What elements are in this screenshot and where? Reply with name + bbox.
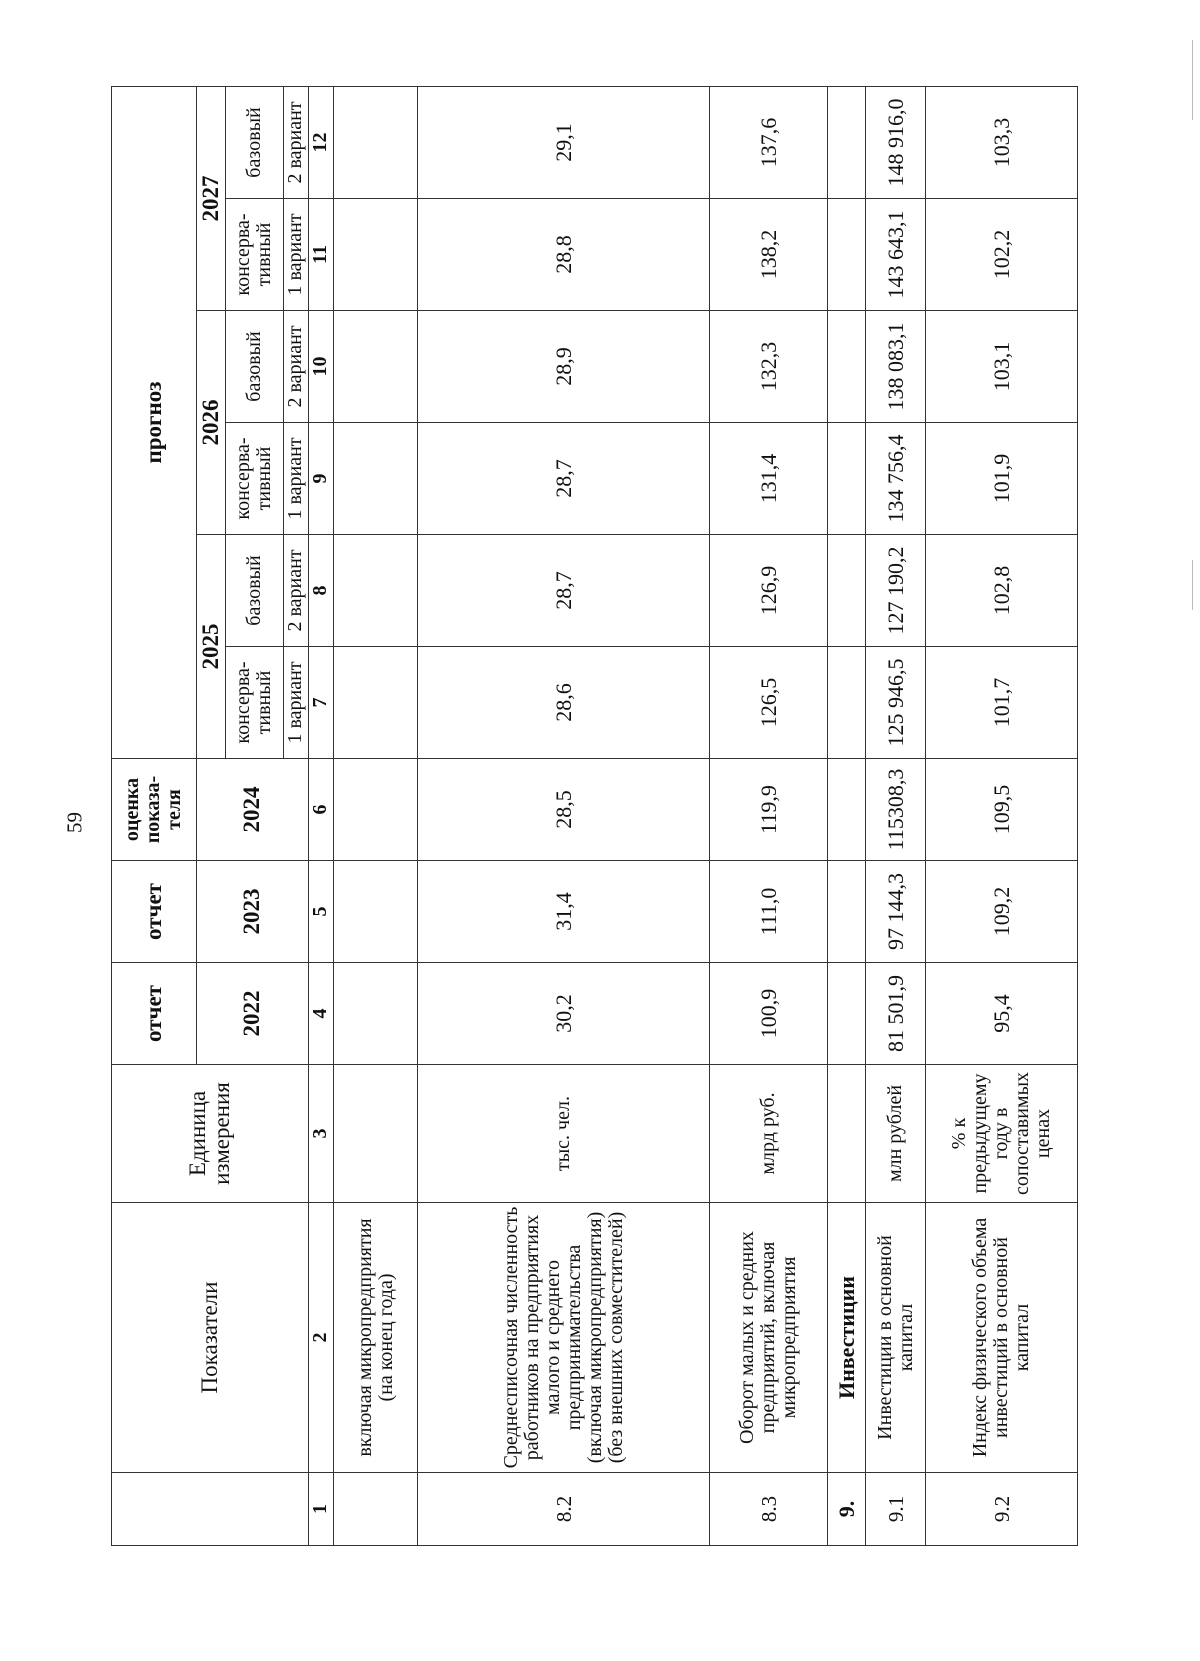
column-numbers-row [309, 86, 334, 1545]
value-cell [828, 535, 866, 647]
value-cell: 138 083,1 [866, 311, 926, 423]
value-cell [828, 423, 866, 535]
value-cell: 28,5 [418, 759, 710, 861]
value-cell: 95,4 [926, 963, 1078, 1065]
value-cell: 28,7 [418, 535, 710, 647]
row-number: 9.1 [866, 1473, 926, 1546]
page-number: 59 [62, 812, 87, 833]
header-year-2023: 2023 [196, 861, 309, 963]
value-cell: 127 190,2 [866, 535, 926, 647]
value-cell: 97 144,3 [866, 861, 926, 963]
header-variant-2: 2 вариант [283, 86, 309, 198]
value-cell: 137,6 [710, 86, 828, 198]
value-cell: 138,2 [710, 199, 828, 311]
value-cell [828, 759, 866, 861]
header-unit [112, 1065, 309, 1203]
table-row [926, 86, 1078, 1545]
value-cell: 102,8 [926, 535, 1078, 647]
value-cell [333, 311, 418, 423]
header-variant-2: 2 вариант [283, 311, 309, 423]
header-forecast: прогноз [112, 86, 197, 758]
table-row [418, 86, 710, 1545]
column-number: 8 [309, 535, 334, 647]
rotated-table-stage [111, 87, 1078, 1546]
value-cell: 134 756,4 [866, 423, 926, 535]
header-year-2024: 2024 [196, 759, 309, 861]
header-year-2022: 2022 [196, 963, 309, 1065]
header-conservative: консерва-тивный [225, 423, 283, 535]
header-conservative: консерва-тивный [225, 199, 283, 311]
value-cell: 28,6 [418, 647, 710, 759]
indicator-name: Инвестиции в основной капитал [866, 1203, 926, 1473]
value-cell: 119,9 [710, 759, 828, 861]
header-base: базовый [225, 311, 283, 423]
header-year-2027: 2027 [196, 86, 225, 310]
header-no-cell [112, 1473, 309, 1546]
table-row [866, 86, 926, 1545]
indicator-name: включая микропредприятия (на конец года) [333, 1203, 418, 1473]
value-cell [333, 199, 418, 311]
value-cell: 102,2 [926, 199, 1078, 311]
value-cell [333, 86, 418, 198]
unit-cell: млн рублей [866, 1065, 926, 1203]
value-cell [333, 861, 418, 963]
header-base: базовый [225, 86, 283, 198]
forecast-table [111, 86, 1078, 1546]
section-row [828, 86, 866, 1545]
value-cell: 28,9 [418, 311, 710, 423]
row-number: 9.2 [926, 1473, 1078, 1546]
value-cell: 111,0 [710, 861, 828, 963]
value-cell: 28,7 [418, 423, 710, 535]
indicator-name: Оборот малых и средних предприятий, включая микропредприятия [710, 1203, 828, 1473]
column-number: 2 [309, 1203, 334, 1473]
value-cell [828, 861, 866, 963]
header-variant-1: 1 вариант [283, 423, 309, 535]
value-cell: 109,5 [926, 759, 1078, 861]
column-number: 9 [309, 423, 334, 535]
unit-cell [828, 1065, 866, 1203]
column-number: 10 [309, 311, 334, 423]
header-unit-label: Единица измерения [184, 1082, 235, 1185]
column-number: 11 [309, 199, 334, 311]
header-year-2026: 2026 [196, 311, 225, 535]
value-cell: 103,3 [926, 86, 1078, 198]
value-cell: 115308,3 [866, 759, 926, 861]
value-cell [333, 647, 418, 759]
value-cell [828, 199, 866, 311]
value-cell: 148 916,0 [866, 86, 926, 198]
unit-cell: млрд руб. [710, 1065, 828, 1203]
scan-edge-mark [1192, 560, 1193, 610]
value-cell: 109,2 [926, 861, 1078, 963]
section-title: Инвестиции [828, 1203, 866, 1473]
table-row [333, 86, 418, 1545]
value-cell: 125 946,5 [866, 647, 926, 759]
value-cell: 31,4 [418, 861, 710, 963]
value-cell: 132,3 [710, 311, 828, 423]
header-estimate: оценка показа-теля [112, 759, 197, 861]
unit-cell: % к предыдущему году в сопоставимых ценах [926, 1065, 1078, 1203]
value-cell: 28,8 [418, 199, 710, 311]
unit-cell [333, 1065, 418, 1203]
value-cell: 103,1 [926, 311, 1078, 423]
header-conservative: консерва-тивный [225, 647, 283, 759]
row-number: 8.2 [418, 1473, 710, 1546]
header-base: базовый [225, 535, 283, 647]
value-cell [828, 86, 866, 198]
header-report-2023: отчет [112, 861, 197, 963]
header-report-2022: отчет [112, 963, 197, 1065]
header-variant-1: 1 вариант [283, 647, 309, 759]
column-number: 12 [309, 86, 334, 198]
header-variant-1: 1 вариант [283, 199, 309, 311]
column-number: 3 [309, 1065, 334, 1203]
column-number: 4 [309, 963, 334, 1065]
column-number: 6 [309, 759, 334, 861]
value-cell: 143 643,1 [866, 199, 926, 311]
value-cell: 126,9 [710, 535, 828, 647]
value-cell: 81 501,9 [866, 963, 926, 1065]
row-number [333, 1473, 418, 1546]
row-number: 8.3 [710, 1473, 828, 1546]
unit-cell: тыс. чел. [418, 1065, 710, 1203]
value-cell: 100,9 [710, 963, 828, 1065]
value-cell: 101,9 [926, 423, 1078, 535]
scan-edge-mark [1192, 40, 1193, 120]
value-cell: 131,4 [710, 423, 828, 535]
table-row [710, 86, 828, 1545]
column-number: 1 [309, 1473, 334, 1546]
value-cell [828, 963, 866, 1065]
value-cell: 126,5 [710, 647, 828, 759]
value-cell [333, 423, 418, 535]
value-cell [333, 535, 418, 647]
indicator-name: Среднесписочная численность работников на предприятиях малого и среднего предпринимательства (включая микропредприятия) (без внешних совместителей) [418, 1203, 710, 1473]
value-cell [828, 311, 866, 423]
value-cell [333, 759, 418, 861]
header-year-2025: 2025 [196, 535, 225, 759]
value-cell [828, 647, 866, 759]
header-variant-2: 2 вариант [283, 535, 309, 647]
column-number: 7 [309, 647, 334, 759]
row-number: 9. [828, 1473, 866, 1546]
value-cell: 30,2 [418, 963, 710, 1065]
value-cell: 101,7 [926, 647, 1078, 759]
header-indicators: Показатели [112, 1203, 309, 1473]
value-cell: 29,1 [418, 86, 710, 198]
value-cell [333, 963, 418, 1065]
indicator-name: Индекс физического объема инвестиций в основной капитал [926, 1203, 1078, 1473]
column-number: 5 [309, 861, 334, 963]
